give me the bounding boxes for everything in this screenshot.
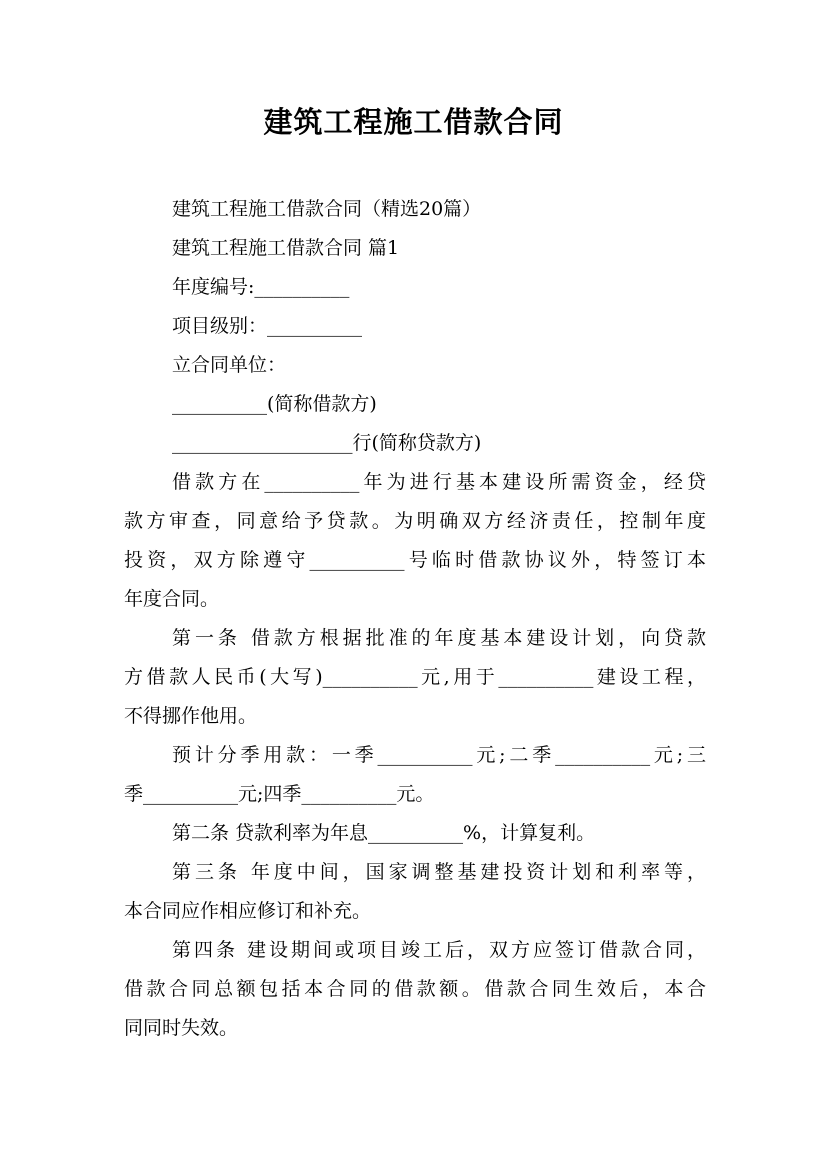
paragraph-line: 款方审查，同意给予贷款。为明确双方经济责任，控制年度: [124, 510, 706, 532]
quarterly-line: 季__________元;四季__________元。: [124, 783, 435, 805]
document-body: [124, 190, 706, 1048]
article-1-line: 方借款人民币(大写)__________元,用于__________建设工程，: [124, 666, 706, 688]
article-2-line: 第二条 贷款利率为年息__________%，计算复利。: [172, 822, 596, 844]
field-contract-parties: 立合同单位：: [172, 354, 287, 376]
article-1-line: 第一条 借款方根据批准的年度基本建设计划，向贷款: [172, 627, 706, 649]
quarterly-line: 预计分季用款：一季__________元;二季__________元;三: [172, 744, 706, 766]
article-4-line: 第四条 建设期间或项目竣工后，双方应签订借款合同，: [172, 939, 706, 961]
field-lender: ___________________行(简称贷款方): [172, 432, 482, 454]
field-annual-number: 年度编号:__________: [172, 276, 350, 298]
paragraph-line: 投资，双方除遵守__________号临时借款协议外，特签订本: [124, 549, 706, 571]
article-3-line: 本合同应作相应修订和补充。: [124, 900, 372, 922]
article-1-line: 不得挪作他用。: [124, 705, 258, 727]
article-4-line: 借款合同总额包括本合同的借款额。借款合同生效后，本合: [124, 978, 706, 1000]
article-3-line: 第三条 年度中间，国家调整基建投资计划和利率等，: [172, 861, 706, 883]
chapter-heading: 建筑工程施工借款合同 篇1: [172, 237, 400, 259]
field-project-level: 项目级别：__________: [172, 315, 363, 337]
document-title: 建筑工程施工借款合同: [263, 105, 564, 139]
field-borrower: __________(简称借款方): [172, 393, 377, 415]
article-4-line: 同同时失效。: [124, 1017, 239, 1039]
paragraph-line: 年度合同。: [124, 588, 220, 610]
subtitle-line: 建筑工程施工借款合同（精选20篇）: [172, 198, 482, 220]
paragraph-line: 借款方在__________年为进行基本建设所需资金，经贷: [172, 471, 706, 493]
